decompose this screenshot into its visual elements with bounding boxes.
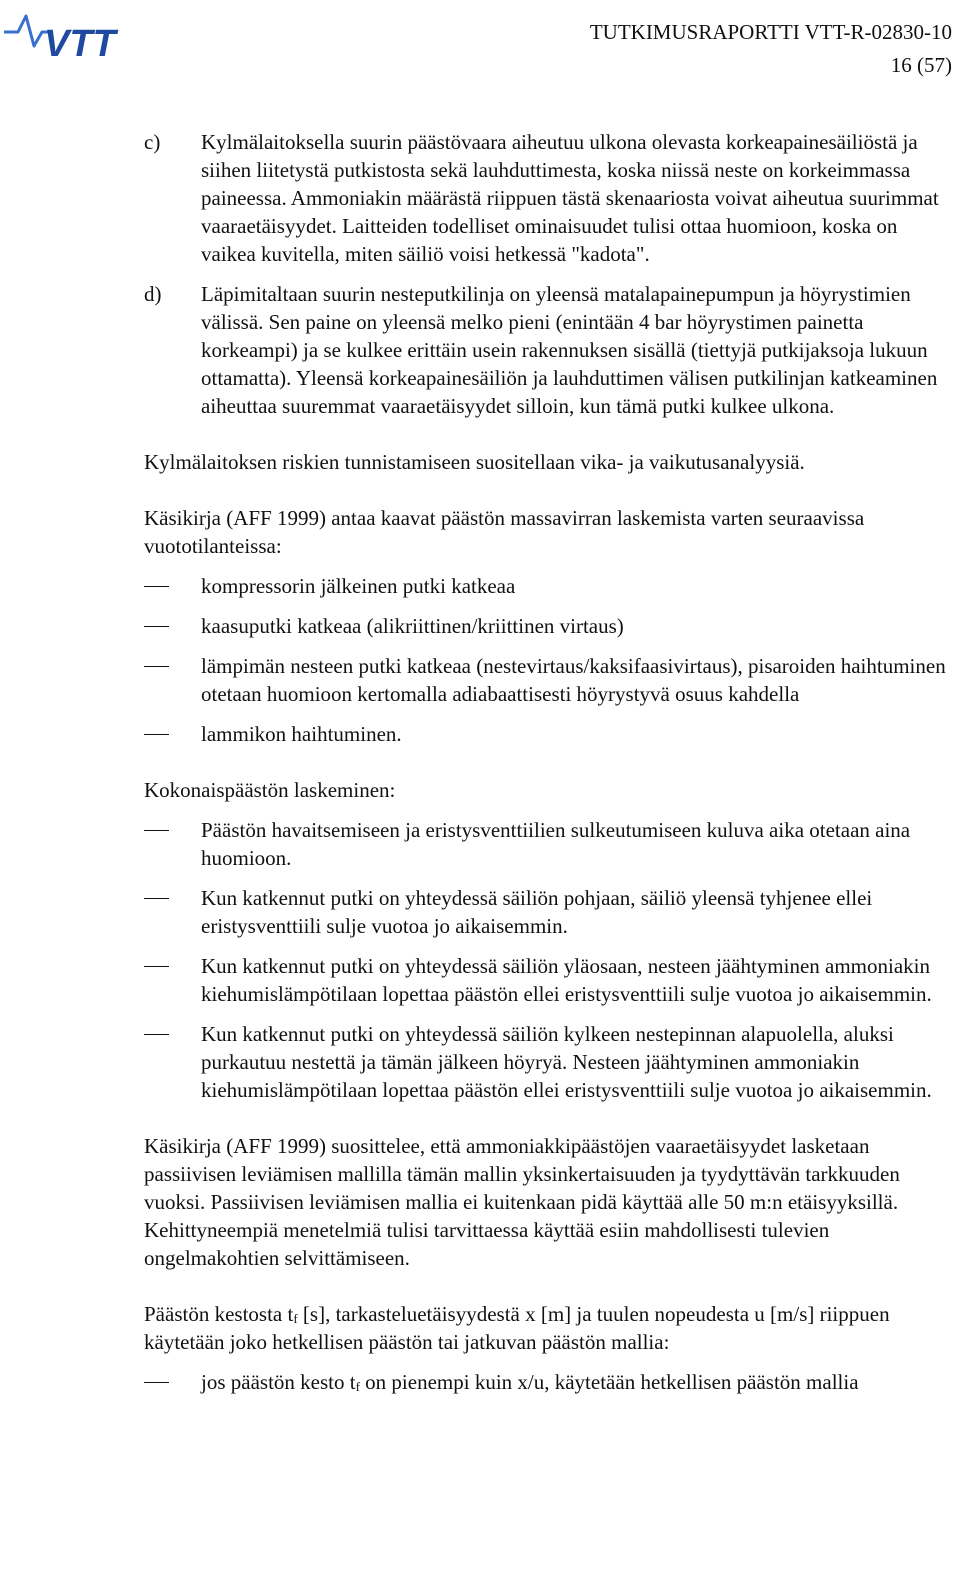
paragraph-dispersion-model: Käsikirja (AFF 1999) suosittelee, että ammoniakkipäästöjen vaaraetäisyydet lasketaan passiivisen leviämisen mallilla tämän mallin yksinkertaisuuden ja tyydyttävän tarkkuuden vuoksi. Passiivisen leviämisen mallia ei kuitenkaan pidä käyttää alle 50 m:n etäisyyksillä. Kehittyneempiä menetelmiä tulisi tarvittaessa käyttää esiin mahdollisesti tulevien ongelmakohtien selvittämiseen. (144, 1134, 900, 1270)
dash-bullet (144, 1034, 169, 1035)
dash-bullet (144, 734, 169, 735)
text-run: on pienempi kuin x/u, käytetään hetkellisen päästön mallia (359, 1370, 859, 1394)
dash-bullet (144, 626, 169, 627)
list-item (144, 1020, 952, 1104)
list-item (144, 612, 952, 640)
text-run: [s], tarkasteluetäisyydestä x [m] ja tuulen nopeudesta u [m/s] riippuen käytetään joko hetkellisen päästön tai jatkuvan päästön mallia: (144, 1302, 890, 1354)
dash-bullet (144, 1382, 169, 1383)
paragraph-total-release: Kokonaispäästön laskeminen: (144, 778, 396, 802)
vtt-logo (4, 6, 156, 62)
page-content (144, 128, 952, 1396)
lettered-item-c (144, 128, 952, 268)
lettered-item-d (144, 280, 952, 420)
page-header (590, 16, 952, 82)
list-item (144, 652, 952, 708)
list-item-text: lammikon haihtuminen. (201, 722, 402, 746)
dash-bullet (144, 830, 169, 831)
text-run: jos päästön kesto t (201, 1370, 356, 1394)
paragraph-handbook-formulas: Käsikirja (AFF 1999) antaa kaavat päästön massavirran laskemista varten seuraavissa vuototilanteissa: (144, 506, 865, 558)
item-text: Läpimitaltaan suurin nesteputkilinja on yleensä matalapainepumpun ja höyrystimien välissä. Sen paine on yleensä melko pieni (enintään 4 bar höyrystimen painetta korkeampi) ja se kulkee erittäin usein rakennuksen sisällä (tiettyjä putkijaksoja lukuun ottamatta). Yleensä korkeapainesäiliön ja lauhduttimen välisen putkilinjan katkeaminen aiheuttaa suuremmat vaaraetäisyydet silloin, kun tämä putki kulkee ulkona. (201, 282, 938, 418)
total-release-list (144, 816, 952, 1104)
dash-bullet (144, 966, 169, 967)
list-item (144, 884, 952, 940)
logo-text: VTT (44, 23, 116, 62)
list-item-text: Kun katkennut putki on yhteydessä säiliön kylkeen nestepinnan alapuolella, aluksi purkautuu nestettä ja tämän jälkeen höyryä. Nesteen jäähtyminen ammoniakin kiehumislämpötilaan lopettaa päästön ellei eristysventtiili sulje vuotoa jo aikaisemmin. (201, 1022, 932, 1102)
list-item (144, 720, 952, 748)
item-text: Kylmälaitoksella suurin päästövaara aiheutuu ulkona olevasta korkeapainesäiliöstä ja siihen liitetystä putkistosta sekä lauhduttimesta, koska niissä neste on korkeimmassa paineessa. Ammoniakin määrästä riippuen tästä skenaariosta voivat aiheutua suurimmat vaaraetäisyydet. Laitteiden todelliset ominaisuudet tulisi ottaa huomioon, koska on vaikea kuvitella, miten säiliö voisi hetkessä "kadota". (201, 130, 939, 266)
subscript: f (355, 1379, 360, 1394)
subscript: f (293, 1311, 298, 1326)
list-item-text: Kun katkennut putki on yhteydessä säiliön pohjaan, säiliö yleensä tyhjenee ellei eristysventtiili sulje vuotoa jo aikaisemmin. (201, 886, 873, 938)
dash-bullet (144, 898, 169, 899)
list-item-text: kompressorin jälkeinen putki katkeaa (201, 574, 516, 598)
item-letter: d) (144, 282, 162, 306)
list-item-text: Kun katkennut putki on yhteydessä säiliön yläosaan, nesteen jäähtyminen ammoniakin kiehumislämpötilaan lopettaa päästön ellei eristysventtiili sulje vuotoa jo aikaisemmin. (201, 954, 932, 1006)
leak-case-list (144, 572, 952, 748)
page-number: 16 (57) (890, 53, 952, 77)
list-item-text (201, 1368, 952, 1396)
list-item (144, 572, 952, 600)
report-id: TUTKIMUSRAPORTTI VTT-R-02830-10 (589, 20, 952, 44)
dash-bullet (144, 666, 169, 667)
paragraph-release-duration (144, 1300, 952, 1356)
list-item-text: kaasuputki katkeaa (alikriittinen/kriittinen virtaus) (201, 614, 624, 638)
item-letter: c) (144, 130, 161, 154)
list-item (144, 952, 952, 1008)
list-item-text: lämpimän nesteen putki katkeaa (nestevirtaus/kaksifaasivirtaus), pisaroiden haihtuminen otetaan huomioon kertomalla adiabaattisesti höyrystyvä osuus kahdella (201, 654, 946, 706)
list-item-text: Päästön havaitsemiseen ja eristysventtiilien sulkeutumiseen kuluva aika otetaan aina huomioon. (201, 818, 911, 870)
paragraph-fmea: Kylmälaitoksen riskien tunnistamiseen suositellaan vika- ja vaikutusanalyysiä. (144, 450, 805, 474)
list-item (144, 816, 952, 872)
list-item (144, 1368, 952, 1396)
text-run: Päästön kestosta t (144, 1302, 294, 1326)
dash-bullet (144, 586, 169, 587)
